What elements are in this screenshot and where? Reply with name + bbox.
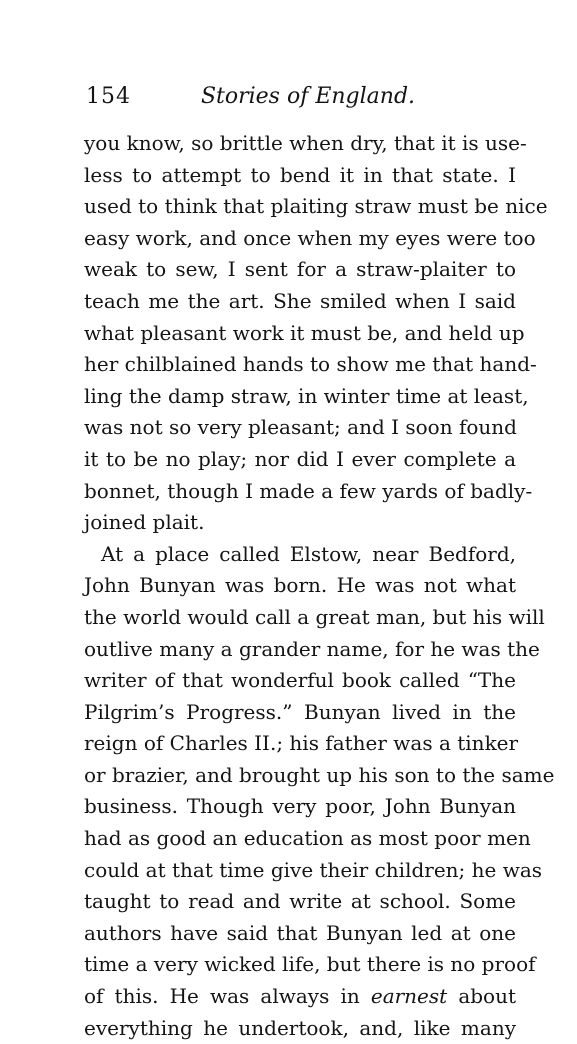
text-line: outlive many a grander name, for he was the bbox=[84, 636, 540, 661]
text-line: or brazier, and brought up his son to the same bbox=[84, 762, 555, 787]
text-line: used to think that plaiting straw must be nice bbox=[84, 194, 548, 219]
text-line: John Bunyan was born. He was not what bbox=[84, 573, 516, 598]
running-title: Stories of England. bbox=[200, 84, 416, 109]
text-line: teach me the art. She smiled when I said bbox=[84, 288, 516, 313]
running-head bbox=[86, 84, 516, 114]
text-line-with-emphasis bbox=[84, 981, 516, 1013]
text-line: taught to read and write at school. Some bbox=[84, 889, 516, 914]
text-line: bonnet, though I made a few yards of badly- bbox=[84, 478, 533, 503]
text-line: ling the damp straw, in winter time at least, bbox=[84, 383, 529, 408]
paragraph-end-line: joined plait. bbox=[84, 510, 205, 535]
text-fragment: about bbox=[447, 984, 517, 1009]
text-fragment: of this. He was always in bbox=[84, 984, 371, 1009]
text-line: less to attempt to bend it in that state. I bbox=[84, 162, 516, 187]
text-line: her chilblained hands to show me that hand- bbox=[84, 352, 537, 377]
text-line: the world would call a great man, but his will bbox=[84, 604, 545, 629]
text-line: Pilgrim’s Progress.” Bunyan lived in the bbox=[84, 699, 516, 724]
text-line: what pleasant work it must be, and held up bbox=[84, 320, 525, 345]
text-line: authors have said that Bunyan led at one bbox=[84, 920, 516, 945]
text-line: it to be no play; nor did I ever complete a bbox=[84, 446, 516, 471]
text-line: easy work, and once when my eyes were too bbox=[84, 225, 536, 250]
paragraph-first-line: At a place called Elstow, near Bedford, bbox=[101, 541, 516, 566]
emphasized-word: earnest bbox=[370, 984, 448, 1009]
text-line: had as good an education as most poor men bbox=[84, 826, 531, 851]
text-line: reign of Charles II.; his father was a tinker bbox=[84, 731, 519, 756]
text-line: everything he undertook, and, like many bbox=[84, 1015, 516, 1040]
text-line: writer of that wonderful book called “The bbox=[84, 668, 516, 693]
text-line: business. Though very poor, John Bunyan bbox=[84, 794, 516, 819]
text-line: was not so very pleasant; and I soon found bbox=[84, 415, 517, 440]
text-line: you know, so brittle when dry, that it is use- bbox=[84, 131, 527, 155]
text-line: time a very wicked life, but there is no proof bbox=[84, 952, 536, 977]
page-number: 154 bbox=[86, 84, 131, 109]
text-line: could at that time give their children; he was bbox=[84, 857, 543, 882]
text-line: weak to sew, I sent for a straw-plaiter to bbox=[84, 257, 516, 282]
body-text bbox=[84, 128, 555, 1044]
